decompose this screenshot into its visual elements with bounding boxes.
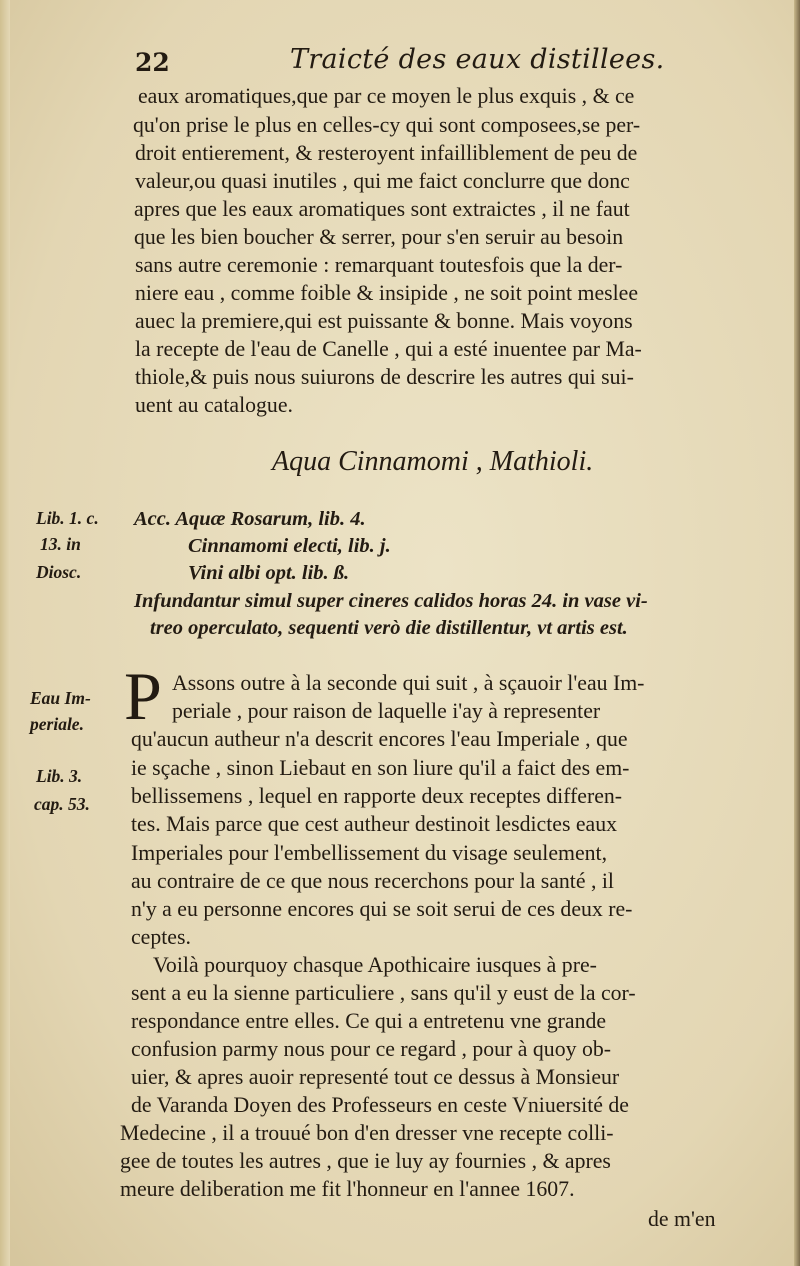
running-title: Traicté des eaux distillees.: [290, 44, 665, 75]
text-line: Assons outre à la seconde qui suit , à sçauoir l'eau Im-: [172, 671, 645, 695]
recipe-line: Cinnamomi electi, lib. j.: [188, 535, 391, 557]
text-line: uent au catalogue.: [135, 393, 293, 417]
page-gutter-shadow: [0, 0, 10, 1266]
text-line: periale , pour raison de laquelle i'ay à representer: [172, 699, 601, 723]
text-line: n'y a eu personne encores qui se soit serui de ces deux re-: [131, 897, 633, 921]
text-line: ie sçache , sinon Liebaut en son liure qu'il a faict des em-: [131, 756, 630, 780]
text-line: ceptes.: [131, 925, 191, 949]
text-line: valeur,ou quasi inutiles , qui me faict conclurre que donc: [135, 169, 630, 193]
text-line: Imperiales pour l'embellissement du visage seulement,: [131, 841, 608, 865]
recipe-heading: Aqua Cinnamomi , Mathioli.: [272, 446, 594, 477]
margin-note: Eau Im-: [30, 688, 91, 708]
drop-cap: P: [124, 658, 162, 734]
page-number: 22: [135, 48, 170, 77]
margin-note: Diosc.: [36, 562, 82, 582]
text-line: de Varanda Doyen des Professeurs en ceste Vniuersité de: [131, 1093, 629, 1117]
text-line: apres que les eaux aromatiques sont extraictes , il ne faut: [134, 197, 630, 221]
recipe-line: treo operculato, sequenti verò die distillentur, vt artis est.: [150, 617, 628, 639]
text-line: qu'aucun autheur n'a descrit encores l'eau Imperiale , que: [131, 727, 628, 751]
page-header: [135, 40, 735, 84]
text-line: bellissemens , lequel en rapporte deux receptes differen-: [131, 784, 623, 808]
text-line: niere eau , comme foible & insipide , ne soit point meslee: [135, 281, 639, 305]
page-edge-shadow: [794, 0, 800, 1266]
margin-note: Lib. 1. c.: [36, 508, 99, 528]
text-line: que les bien boucher & serrer, pour s'en seruir au besoin: [134, 225, 624, 249]
recipe-line: Acc. Aquæ Rosarum, lib. 4.: [134, 508, 366, 530]
text-line: tes. Mais parce que cest autheur destinoit lesdictes eaux: [131, 812, 618, 836]
catchword: de m'en: [648, 1207, 716, 1231]
margin-note: Lib. 3.: [36, 766, 83, 786]
text-line: gee de toutes les autres , que ie luy ay fournies , & apres: [120, 1149, 611, 1173]
text-line: meure deliberation me fit l'honneur en l'annee 1607.: [120, 1177, 575, 1201]
text-line: Voilà pourquoy chasque Apothicaire iusques à pre-: [153, 953, 597, 977]
text-line: sans autre ceremonie : remarquant toutesfois que la der-: [135, 253, 623, 277]
text-line: uier, & apres auoir representé tout ce dessus à Monsieur: [131, 1065, 620, 1089]
text-line: Medecine , il a trouué bon d'en dresser vne recepte colli-: [120, 1121, 614, 1145]
margin-note: 13. in: [40, 534, 81, 554]
text-line: droit entierement, & resteroyent infailliblement de peu de: [135, 141, 638, 165]
text-line: auec la premiere,qui est puissante & bonne. Mais voyons: [135, 309, 633, 333]
text-line: la recepte de l'eau de Canelle , qui a esté inuentee par Ma-: [135, 337, 642, 361]
text-line: au contraire de ce que nous recerchons pour la santé , il: [131, 869, 614, 893]
margin-note: cap. 53.: [34, 794, 90, 814]
text-line: confusion parmy nous pour ce regard , pour à quoy ob-: [131, 1037, 612, 1061]
text-line: qu'on prise le plus en celles-cy qui sont composees,se per-: [133, 113, 641, 137]
text-line: sent a eu la sienne particuliere , sans qu'il y eust de la cor-: [131, 981, 636, 1005]
text-line: thiole,& puis nous suiurons de descrire les autres qui sui-: [135, 365, 634, 389]
text-line: respondance entre elles. Ce qui a entretenu vne grande: [131, 1009, 607, 1033]
recipe-line: Vini albi opt. lib. ß.: [188, 562, 350, 584]
text-line: eaux aromatiques,que par ce moyen le plus exquis , & ce: [138, 84, 635, 108]
margin-note: periale.: [30, 714, 84, 734]
recipe-line: Infundantur simul super cineres calidos horas 24. in vase vi-: [134, 590, 648, 612]
